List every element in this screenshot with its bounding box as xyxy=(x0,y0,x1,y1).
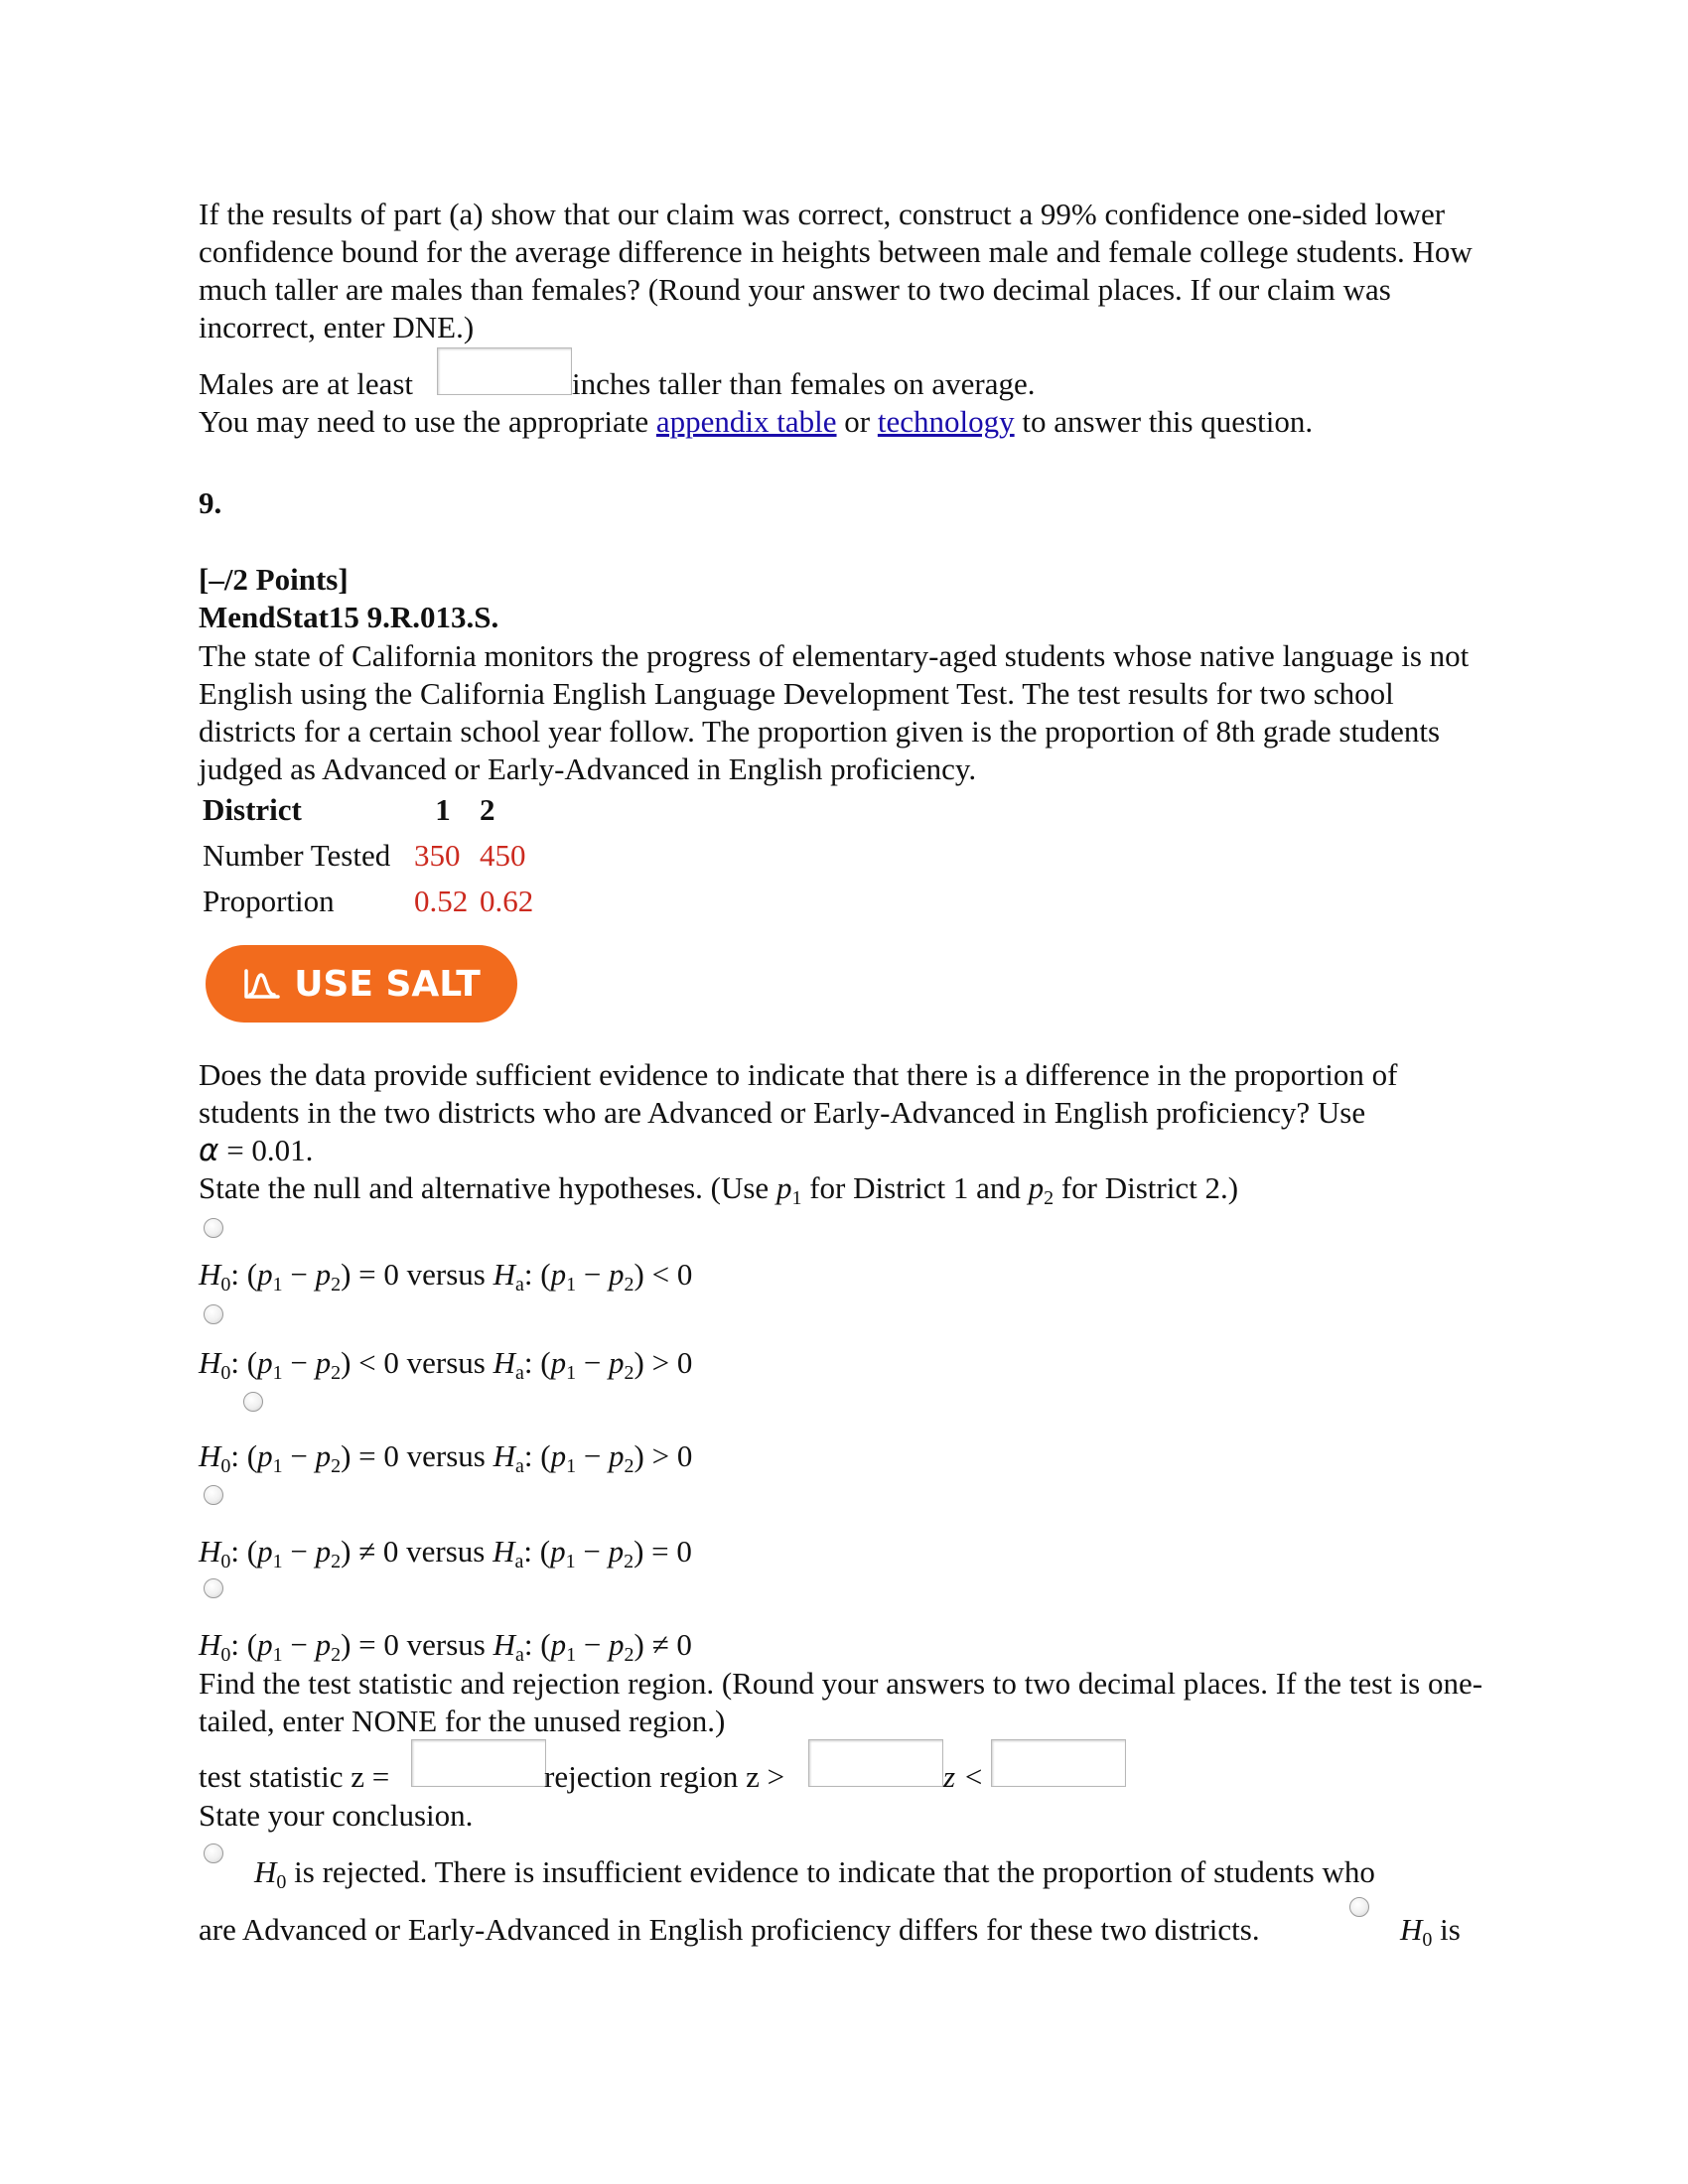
table-row xyxy=(199,833,539,879)
conclusion-option-1-line-2[interactable]: are Advanced or Early-Advanced in English proficiency differs for these two districts. xyxy=(199,1912,1260,1947)
question-points: [–/2 Points] xyxy=(199,562,349,597)
hypothesis-option-2[interactable]: $H_0$: $(p_1 - p_2) < 0$ versus $H_a$: $(p_1 - p_2) > 0$ xyxy=(199,1345,693,1384)
alpha-symbol: α xyxy=(199,1133,219,1168)
proportion-2: 0.62 xyxy=(480,884,534,918)
district-header: District xyxy=(203,792,302,827)
conclusion-option-2-text: is xyxy=(1432,1912,1461,1947)
hypothesis-option-2-radio[interactable] xyxy=(204,1304,223,1324)
evidence-question: Does the data provide sufficient evidence to indicate that there is a difference in the proportion of students in the two districts who are Advanced or Early-Advanced in English proficiency? Use xyxy=(199,1057,1398,1130)
lower-bound-input[interactable] xyxy=(437,347,572,395)
alpha-line xyxy=(199,1132,313,1169)
hypothesis-prompt: State the null and alternative hypotheses. (Use $p_1$ for District 1 and $p_2$ for District 2.) xyxy=(199,1170,1239,1209)
z-less-label: z < xyxy=(943,1759,984,1794)
answer-prefix: Males are at least xyxy=(199,366,414,401)
salt-icon xyxy=(242,967,282,1001)
help-prefix: You may need to use the appropriate xyxy=(199,404,649,439)
technology-link[interactable]: technology xyxy=(877,404,1015,439)
conclusion-option-1-text: is rejected. There is insufficient evidence to indicate that the proportion of students who xyxy=(286,1854,1375,1889)
hypothesis-option-5[interactable]: $H_0$: $(p_1 - p_2) = 0$ versus $H_a$: $(p_1 - p_2) \ne 0$ xyxy=(199,1627,692,1666)
help-or: or xyxy=(844,404,871,439)
district-1-header: 1 xyxy=(435,792,451,827)
hyp-prompt-a: State the null and alternative hypotheses. (Use xyxy=(199,1170,776,1205)
conclusion-option-1-radio[interactable] xyxy=(204,1843,223,1863)
question-intro: The state of California monitors the progress of elementary-aged students whose native language is not English using the California English Language Development Test. The test results for two school districts for a certain school year follow. The proportion given is the proportion of 8th grade students judged as Advanced or Early-Advanced in English proficiency. xyxy=(199,638,1470,786)
hyp-prompt-b: for District 1 and xyxy=(801,1170,1029,1205)
test-stat-input[interactable] xyxy=(411,1739,546,1787)
rejection-upper-input[interactable] xyxy=(808,1739,943,1787)
number-tested-2: 450 xyxy=(480,838,526,873)
conclusion-option-1-line-1[interactable]: $H_0$ is rejected. There is insufficient evidence to indicate that the proportion of students who xyxy=(254,1854,1375,1893)
conclusion-option-2-line-1[interactable]: $H_0$ is xyxy=(1400,1912,1461,1951)
table-row xyxy=(199,879,539,924)
district-2-header: 2 xyxy=(480,792,495,827)
hypothesis-option-4[interactable]: $H_0$: $(p_1 - p_2) \ne 0$ versus $H_a$: $(p_1 - p_2) = 0$ xyxy=(199,1534,692,1572)
rejection-lower-input[interactable] xyxy=(991,1739,1126,1787)
alpha-value: = 0.01. xyxy=(218,1133,314,1167)
hypothesis-option-3[interactable]: $H_0$: $(p_1 - p_2) = 0$ versus $H_a$: $(p_1 - p_2) > 0$ xyxy=(199,1438,693,1477)
hypothesis-option-1[interactable]: $H_0$: $(p_1 - p_2) = 0$ versus $H_a$: $(p_1 - p_2) < 0$ xyxy=(199,1257,693,1296)
conclusion-option-2-radio[interactable] xyxy=(1349,1897,1369,1917)
help-line xyxy=(199,403,1313,441)
hyp-prompt-c: for District 2.) xyxy=(1054,1170,1239,1205)
table-header-row xyxy=(199,787,539,833)
conclusion-prompt: State your conclusion. xyxy=(199,1798,474,1833)
hypothesis-option-1-radio[interactable] xyxy=(204,1218,223,1238)
hypothesis-option-5-radio[interactable] xyxy=(204,1578,223,1598)
use-salt-button[interactable] xyxy=(206,945,517,1023)
help-suffix: to answer this question. xyxy=(1022,404,1314,439)
hypothesis-option-3-radio[interactable] xyxy=(243,1392,263,1412)
question-number: 9. xyxy=(199,485,222,520)
proportion-label: Proportion xyxy=(203,884,335,918)
prev-question-paragraph: If the results of part (a) show that our claim was correct, construct a 99% confidence one-sided lower confidence bound for the average difference in heights between male and female college students. How much taller are males than females? (Round your answer to two decimal places. If our claim was incorrect, enter DNE.) xyxy=(199,197,1473,344)
test-stat-instructions: Find the test statistic and rejection region. (Round your answers to two decimal places. If the test is one-tailed, enter NONE for the unused region.) xyxy=(199,1666,1483,1738)
number-tested-1: 350 xyxy=(414,838,461,873)
question-code: MendStat15 9.R.013.S. xyxy=(199,600,499,634)
number-tested-label: Number Tested xyxy=(203,838,391,873)
rejection-region-label: rejection region z > xyxy=(544,1759,785,1794)
test-stat-label: test statistic z = xyxy=(199,1759,390,1794)
answer-suffix: inches taller than females on average. xyxy=(572,366,1036,401)
proportion-1: 0.52 xyxy=(414,884,469,918)
district-table xyxy=(199,787,539,924)
use-salt-label: USE SALT xyxy=(294,963,481,1005)
hypothesis-option-4-radio[interactable] xyxy=(204,1485,223,1505)
appendix-table-link[interactable]: appendix table xyxy=(655,404,837,439)
